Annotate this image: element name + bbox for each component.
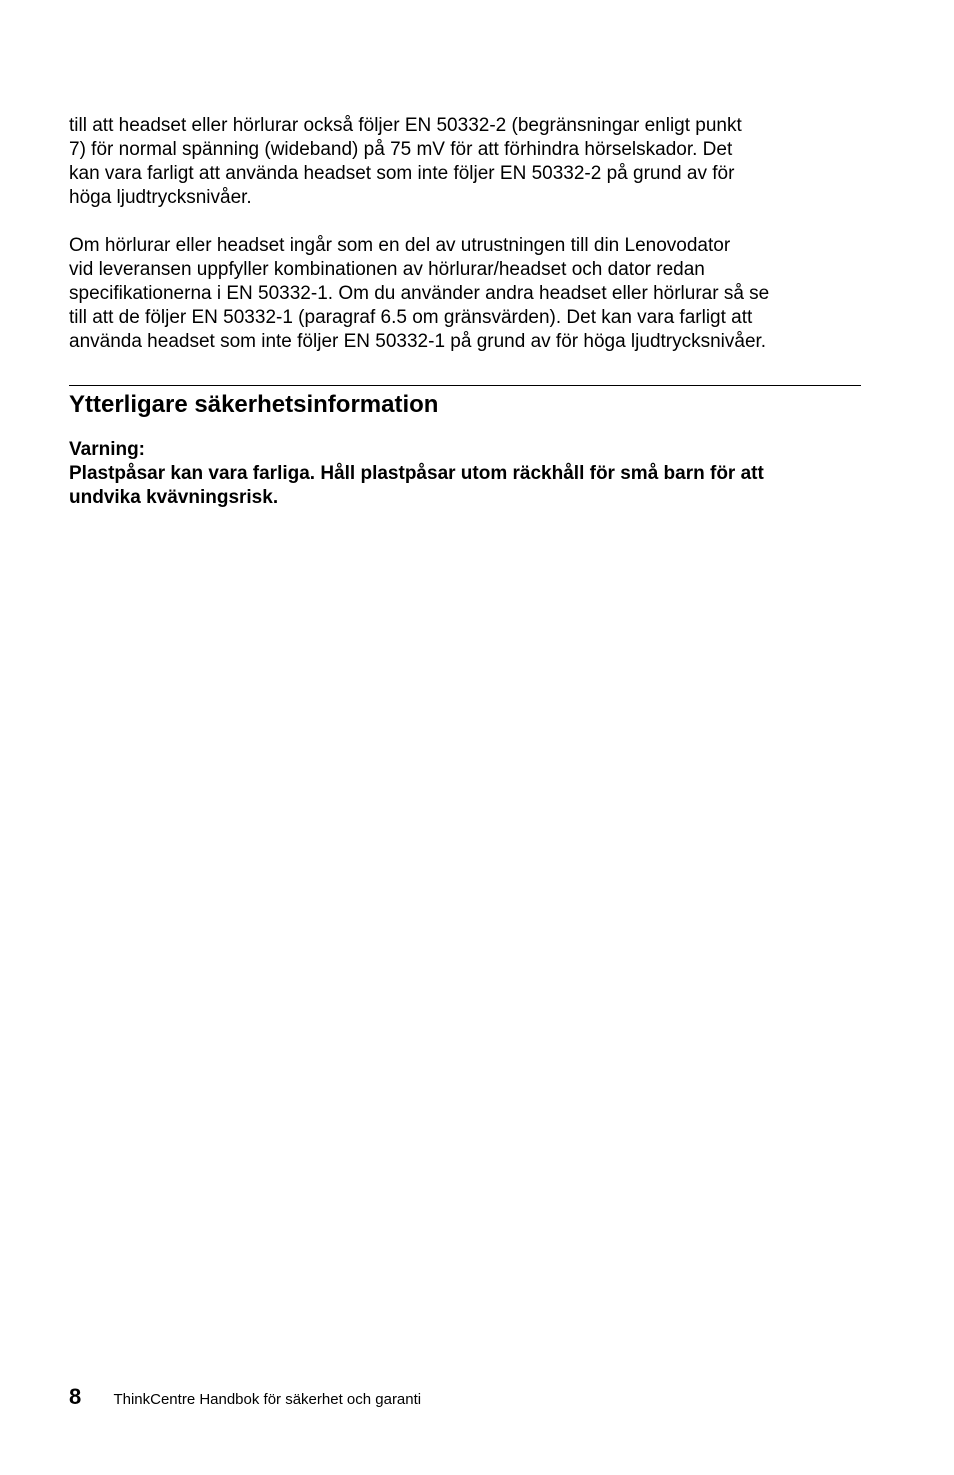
section-heading: Ytterligare säkerhetsinformation	[69, 391, 439, 418]
paragraph-headset-en50332-1	[69, 234, 869, 354]
text-line: använda headset som inte följer EN 50332-1 på grund av för höga ljudtrycksnivåer.	[69, 331, 767, 352]
text-line: till att headset eller hörlurar också följer EN 50332-2 (begränsningar enligt punkt	[69, 115, 742, 136]
text-line: till att de följer EN 50332-1 (paragraf 6.5 om gränsvärden). Det kan vara farligt att	[69, 307, 753, 328]
text-line: kan vara farligt att använda headset som inte följer EN 50332-2 på grund av för	[69, 163, 735, 184]
warning-notice	[69, 438, 869, 510]
warning-text-line: undvika kvävningsrisk.	[69, 487, 279, 508]
text-line: vid leveransen uppfyller kombinationen av hörlurar/headset och dator redan	[69, 259, 705, 280]
page-number: 8	[69, 1384, 82, 1409]
text-line: 7) för normal spänning (wideband) på 75 mV för att förhindra hörselskador. Det	[69, 139, 733, 160]
body-text	[69, 114, 869, 354]
warning-text-line: Plastpåsar kan vara farliga. Håll plastpåsar utom räckhåll för små barn för att	[69, 463, 764, 484]
text-line: Om hörlurar eller headset ingår som en del av utrustningen till din Lenovodator	[69, 235, 731, 256]
warning-label: Varning:	[69, 439, 146, 460]
text-line: specifikationerna i EN 50332-1. Om du använder andra headset eller hörlurar så se	[69, 283, 770, 304]
footer-document-title: ThinkCentre Handbok för säkerhet och garanti	[113, 1391, 422, 1408]
paragraph-headset-en50332-2	[69, 114, 869, 210]
section-divider	[69, 385, 861, 386]
page-footer	[69, 1384, 421, 1410]
text-line: höga ljudtrycksnivåer.	[69, 187, 252, 208]
